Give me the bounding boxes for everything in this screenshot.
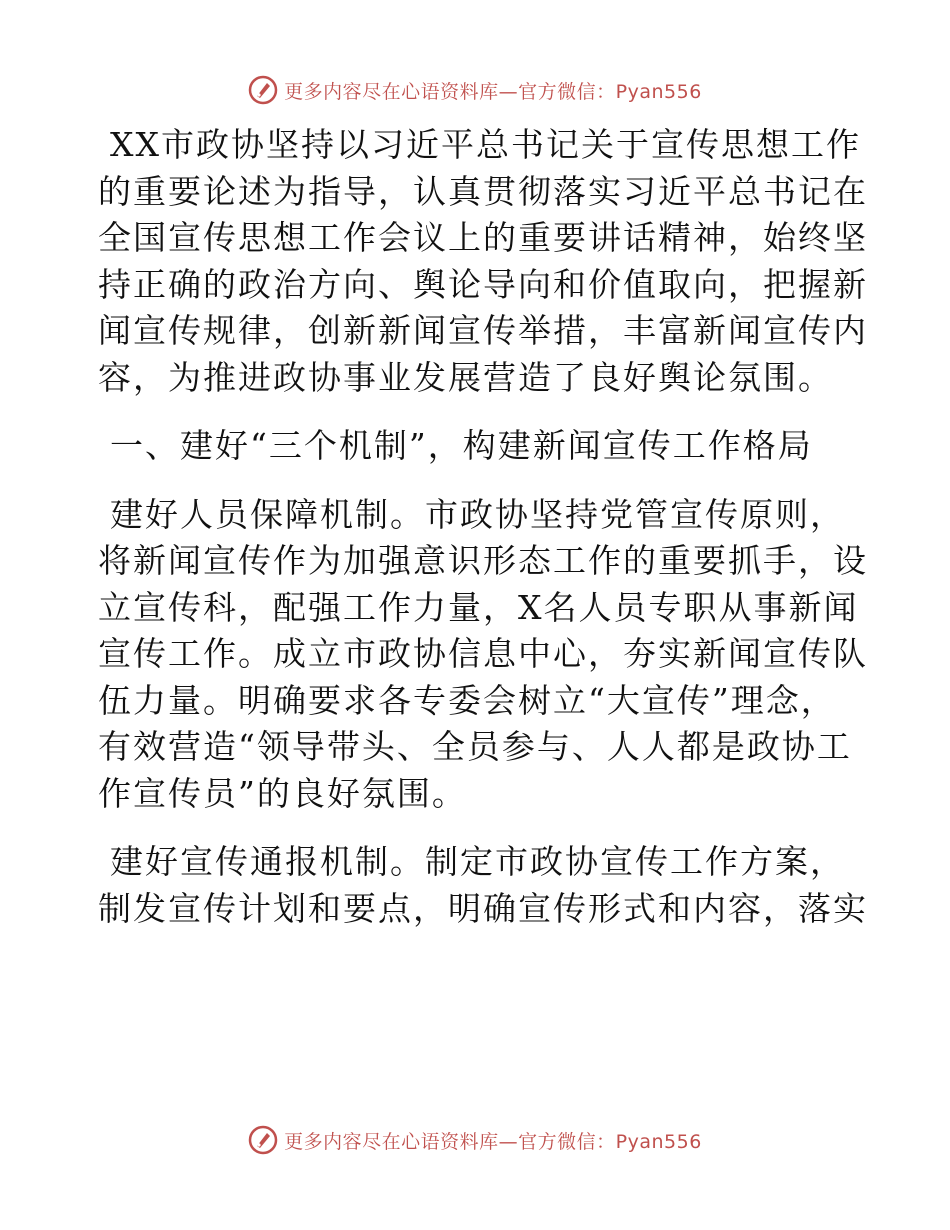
intro-paragraph [98, 122, 868, 401]
pen-nib-logo-icon [248, 1125, 278, 1155]
paragraph-line: 作宣传员”的良好氛围。 [98, 773, 467, 813]
watermark-text: 更多内容尽在心语资料库—官方微信：Pyan556 [284, 1130, 702, 1153]
personnel-mechanism-paragraph [98, 492, 868, 818]
header-watermark [0, 70, 950, 110]
paragraph-line: 建好人员保障机制。市政协坚持党管宣传原则， [110, 494, 845, 534]
paragraph-line: 制发宣传计划和要点，明确宣传形式和内容，落实 [98, 888, 868, 928]
paragraph-line: 宣传工作。成立市政协信息中心，夯实新闻宣传队 [98, 634, 868, 673]
intro-line: XX市政协坚持以习近平总书记关于宣传思想工作 [110, 125, 861, 164]
paragraph-line: 建好宣传通报机制。制定市政协宣传工作方案， [110, 842, 845, 881]
section-heading: 一、建好“三个机制”，构建新闻宣传工作格局 [110, 426, 813, 465]
pen-nib-logo-icon [248, 75, 278, 105]
watermark-text: 更多内容尽在心语资料库—官方微信：Pyan556 [284, 80, 702, 103]
paragraph-line: 将新闻宣传作为加强意识形态工作的重要抓手，设 [98, 541, 868, 580]
reporting-mechanism-paragraph [98, 839, 868, 932]
document-body [98, 122, 868, 932]
footer-watermark [0, 1120, 950, 1160]
intro-line: 容，为推进政协事业发展营造了良好舆论氛围。 [98, 357, 833, 397]
intro-line: 的重要论述为指导，认真贯彻落实习近平总书记在 [98, 171, 868, 211]
intro-line: 闻宣传规律，创新新闻宣传举措，丰富新闻宣传内 [98, 311, 868, 350]
paragraph-line: 伍力量。明确要求各专委会树立“大宣传”理念， [98, 680, 836, 720]
paragraph-line: 有效营造“领导带头、全员参与、人人都是政协工 [98, 727, 852, 766]
paragraph-line: 立宣传科，配强工作力量，X名人员专职从事新闻 [98, 587, 859, 627]
intro-line: 持正确的政治方向、舆论导向和价值取向，把握新 [98, 264, 868, 304]
intro-line: 全国宣传思想工作会议上的重要讲话精神，始终坚 [98, 218, 868, 257]
